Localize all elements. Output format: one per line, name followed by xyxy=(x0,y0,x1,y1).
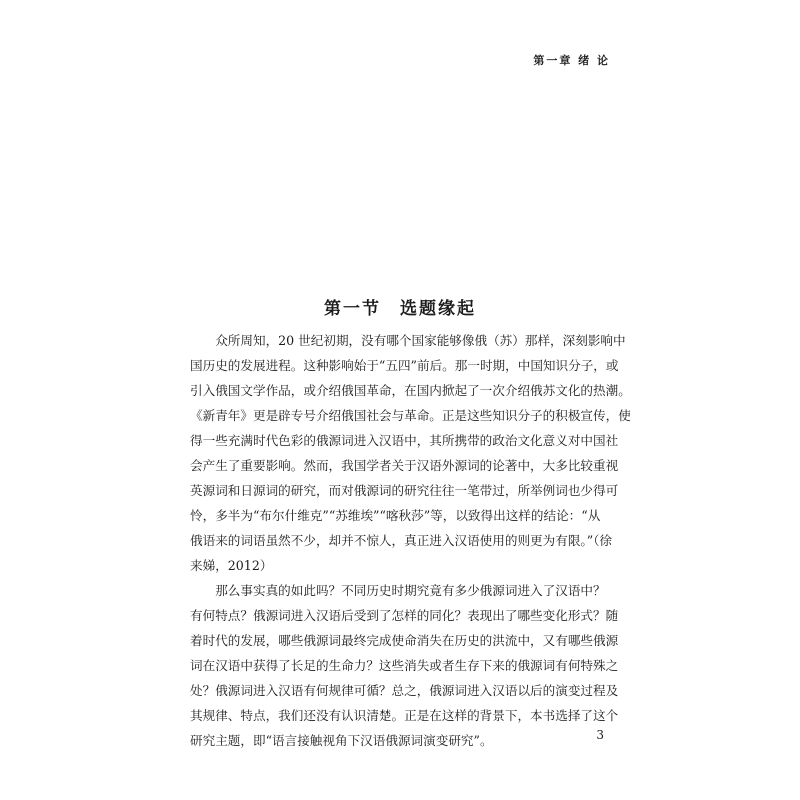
text-line: 会产生了重要影响。然而，我国学者关于汉语外源词的论著中，大多比较重视 xyxy=(190,458,619,473)
text-line: 有何特点？俄源词进入汉语后受到了怎样的同化？表现出了哪些变化形式？随 xyxy=(190,608,619,623)
text-line: 俄语来的词语虽然不少，却并不惊人，真正进入汉语使用的则更为有限。”（徐 xyxy=(190,533,613,548)
page-number: 3 xyxy=(596,728,604,742)
text-line: 其规律、特点，我们还没有认识清楚。正是在这样的背景下，本书选择了这个 xyxy=(190,708,619,723)
text-line: 处？俄源词进入汉语有何规律可循？总之，俄源词进入汉语以后的演变过程及 xyxy=(190,683,619,698)
text-line: 《新青年》更是辟专号介绍俄国社会与革命。正是这些知识分子的积极宣传，使 xyxy=(190,408,631,423)
text-line: 研究主题，即“语言接触视角下汉语俄源词演变研究”。 xyxy=(190,733,493,748)
section-title: 第一节 选题缘起 xyxy=(324,299,476,319)
text-line: 得一些充满时代色彩的俄源词进入汉语中，其所携带的政治文化意义对中国社 xyxy=(190,433,619,448)
text-line: 词在汉语中获得了长足的生命力？这些消失或者生存下来的俄源词有何特殊之 xyxy=(190,658,619,673)
text-line: 怜，多半为“布尔什维克”“苏维埃”“喀秋莎”等，以致得出这样的结论：“从 xyxy=(190,508,601,523)
text-line: 引入俄国文学作品，或介绍俄国革命，在国内掀起了一次介绍俄苏文化的热潮。 xyxy=(190,383,631,398)
text-line: 来娣，2012） xyxy=(190,558,273,573)
running-header: 第一章 绪 论 xyxy=(533,54,610,67)
text-line: 着时代的发展，哪些俄源词最终完成使命消失在历史的洪流中，又有哪些俄源 xyxy=(190,633,619,648)
body-text xyxy=(190,328,631,753)
text-line: 国历史的发展进程。这种影响始于“五四”前后。那一时期，中国知识分子，或 xyxy=(190,358,619,373)
text-line: 众所周知，20 世纪初期，没有哪个国家能够像俄（苏）那样，深刻影响中 xyxy=(190,333,626,348)
text-line: 那么事实真的如此吗？不同历史时期究竟有多少俄源词进入了汉语中？ xyxy=(190,583,606,598)
text-line: 英源词和日源词的研究，而对俄源词的研究往往一笔带过，所举例词也少得可 xyxy=(190,483,619,498)
